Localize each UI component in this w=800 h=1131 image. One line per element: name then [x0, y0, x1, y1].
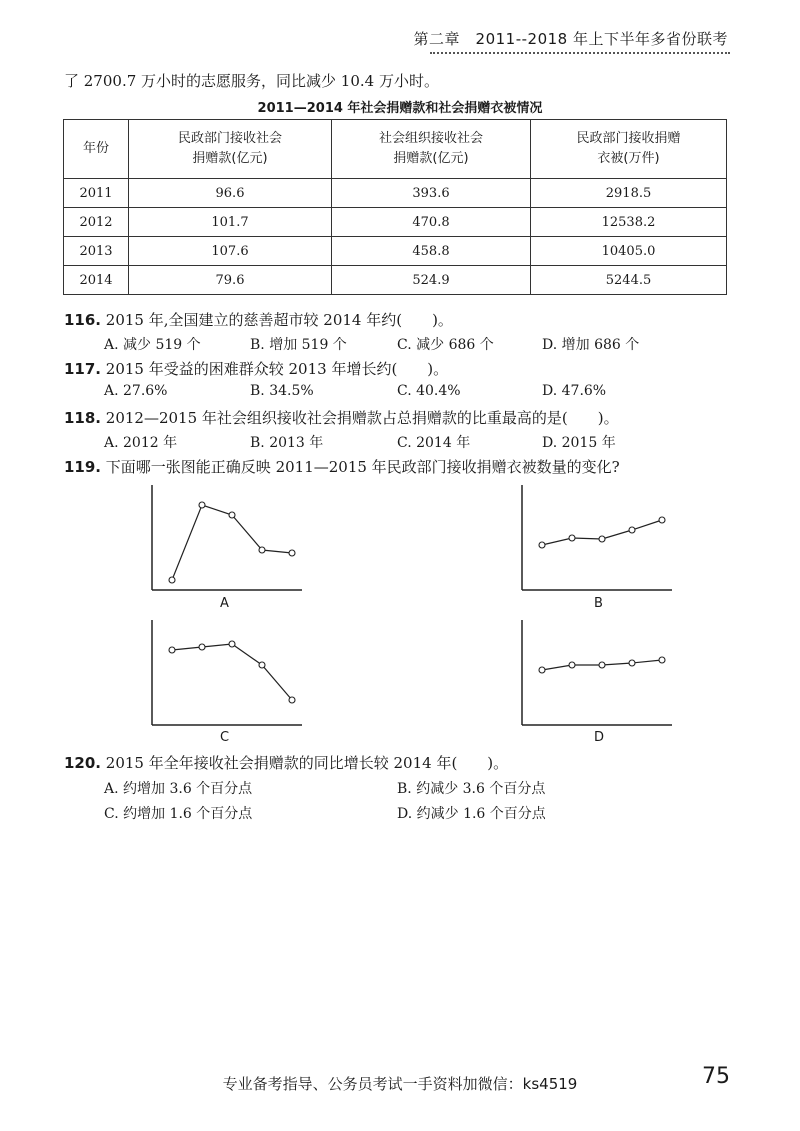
chart-a	[150, 485, 310, 595]
question-119	[64, 456, 620, 477]
data-point	[569, 662, 575, 668]
cell: 101.7	[129, 208, 332, 237]
data-point	[259, 662, 265, 668]
option-117-b: B. 34.5%	[250, 383, 314, 399]
option-116-a: A. 减少 519 个	[104, 337, 201, 353]
cell: 2918.5	[531, 179, 727, 208]
col-header-year: 年份	[64, 120, 129, 179]
footer-text: 专业备考指导、公务员考试一手资料加微信：ks4519	[222, 1075, 578, 1093]
chart-b-label: B	[594, 596, 603, 611]
data-point	[229, 512, 235, 518]
data-point	[659, 657, 665, 663]
donation-table	[63, 119, 727, 295]
question-120	[64, 752, 508, 773]
option-116-d: D. 增加 686 个	[542, 337, 640, 353]
cell: 2012	[64, 208, 129, 237]
cell: 393.6	[332, 179, 531, 208]
data-point	[569, 535, 575, 541]
cell: 5244.5	[531, 266, 727, 295]
option-120-a: A. 约增加 3.6 个百分点	[104, 781, 253, 797]
col-header-org-money: 社会组织接收社会 捐赠款(亿元)	[332, 120, 531, 179]
intro-text: 了 2700.7 万小时的志愿服务，同比减少 10.4 万小时。	[64, 72, 439, 90]
question-text: 2015 年受益的困难群众较 2013 年增长约( )。	[105, 360, 449, 378]
table-row	[64, 266, 727, 295]
cell: 524.9	[332, 266, 531, 295]
chart-c-label: C	[220, 730, 230, 745]
question-text: 2012—2015 年社会组织接收社会捐赠款占总捐赠款的比重最高的是( )。	[105, 409, 619, 427]
running-header: 第二章 2011--2018 年上下半年多省份联考	[413, 30, 728, 48]
page-number: 75	[702, 1064, 730, 1089]
option-118-b: B. 2013 年	[250, 435, 324, 451]
chart-c	[150, 620, 310, 730]
cell: 79.6	[129, 266, 332, 295]
data-point	[539, 542, 545, 548]
data-point	[289, 697, 295, 703]
table-row	[64, 208, 727, 237]
option-118-c: C. 2014 年	[397, 435, 471, 451]
cell: 2013	[64, 237, 129, 266]
data-point	[169, 647, 175, 653]
question-number: 120.	[64, 754, 102, 772]
table-row	[64, 237, 727, 266]
option-117-c: C. 40.4%	[397, 383, 461, 399]
header-rule	[430, 52, 730, 54]
option-120-c: C. 约增加 1.6 个百分点	[104, 806, 253, 822]
option-117-d: D. 47.6%	[542, 383, 607, 399]
col-header-civil-money: 民政部门接收社会 捐赠款(亿元)	[129, 120, 332, 179]
option-118-d: D. 2015 年	[542, 435, 616, 451]
data-point	[629, 660, 635, 666]
table-header-row	[64, 120, 727, 179]
question-117	[64, 358, 448, 379]
option-117-a: A. 27.6%	[104, 383, 168, 399]
question-number: 117.	[64, 360, 102, 378]
cell: 96.6	[129, 179, 332, 208]
option-116-c: C. 减少 686 个	[397, 337, 494, 353]
table-row	[64, 179, 727, 208]
data-point	[199, 502, 205, 508]
chart-d	[520, 620, 680, 730]
data-point	[599, 662, 605, 668]
data-point	[599, 536, 605, 542]
cell: 2011	[64, 179, 129, 208]
option-120-d: D. 约减少 1.6 个百分点	[397, 806, 546, 822]
chart-b	[520, 485, 680, 595]
data-point	[629, 527, 635, 533]
chart-d-label: D	[594, 730, 605, 745]
data-point	[289, 550, 295, 556]
option-116-b: B. 增加 519 个	[250, 337, 347, 353]
option-120-b: B. 约减少 3.6 个百分点	[397, 781, 546, 797]
data-point	[659, 517, 665, 523]
cell: 10405.0	[531, 237, 727, 266]
cell: 458.8	[332, 237, 531, 266]
data-point	[169, 577, 175, 583]
question-number: 118.	[64, 409, 102, 427]
data-point	[229, 641, 235, 647]
question-number: 116.	[64, 311, 102, 329]
chart-a-label: A	[220, 596, 229, 611]
question-118	[64, 407, 619, 428]
col-header-clothes: 民政部门接收捐赠 衣被(万件)	[531, 120, 727, 179]
question-116	[64, 309, 453, 330]
series-line	[172, 644, 292, 700]
cell: 12538.2	[531, 208, 727, 237]
option-118-a: A. 2012 年	[104, 435, 178, 451]
data-point	[259, 547, 265, 553]
question-number: 119.	[64, 458, 102, 476]
cell: 2014	[64, 266, 129, 295]
question-text: 2015 年,全国建立的慈善超市较 2014 年约( )。	[105, 311, 453, 329]
cell: 107.6	[129, 237, 332, 266]
data-point	[539, 667, 545, 673]
question-text: 下面哪一张图能正确反映 2011—2015 年民政部门接收捐赠衣被数量的变化?	[105, 458, 620, 476]
table-title: 2011—2014 年社会捐赠款和社会捐赠衣被情况	[257, 101, 543, 116]
cell: 470.8	[332, 208, 531, 237]
question-text: 2015 年全年接收社会捐赠款的同比增长较 2014 年( )。	[105, 754, 509, 772]
data-point	[199, 644, 205, 650]
